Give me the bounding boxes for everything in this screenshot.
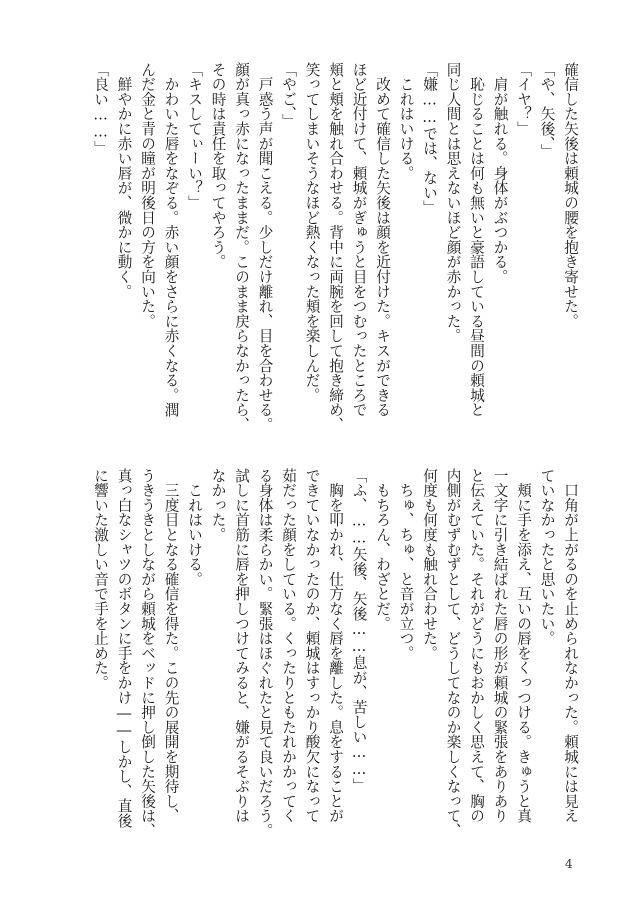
- text-line: 三度目となる確信を得た。この先の展開を期待し、: [162, 468, 180, 824]
- text-line: 笑ってしまいそうなほど熱くなった頬を楽しんだ。: [303, 62, 321, 403]
- upper-text-block: [89, 62, 583, 434]
- page-number: 4: [565, 857, 573, 871]
- text-line: 改めて確信した矢後は顔を近付けた。キスができる: [374, 62, 391, 418]
- text-line: うきうきとしながら頼城をベッドに押し倒した矢後は、: [139, 468, 156, 838]
- text-line: 「良い……」: [92, 62, 109, 156]
- text-line: これはいける。: [397, 62, 415, 181]
- text-line: できていなかったのか、頼城はすっかり酸欠になって: [303, 468, 321, 824]
- text-line: 「嫌……では、ない」: [421, 62, 438, 215]
- text-line: なかった。: [209, 468, 227, 542]
- text-line: る身体は柔らかい。緊張はほぐれたと見て良いだろう。: [256, 468, 274, 838]
- text-line: 「やご、」: [280, 62, 297, 129]
- text-line: 試しに首筋に唇を押しつけてみると、嫌がるそぶりは: [233, 468, 250, 824]
- text-line: その時は責任を取ってやろう。: [209, 62, 227, 270]
- text-line: 確信した矢後は頼城の腰を抱き寄せた。: [562, 62, 579, 329]
- lower-text-block: [89, 468, 583, 840]
- text-line: 「イヤ？」: [515, 62, 532, 136]
- text-line: 「ふ、……矢後、矢後……息が、苦しい……」: [350, 468, 368, 794]
- text-line: 恥じることは何も無いと豪語している昼間の頼城と: [468, 62, 485, 418]
- text-line: 「キスしてぃーい？」: [186, 62, 203, 210]
- text-line: 肩が触れる。身体がぶつかる。: [491, 62, 509, 284]
- text-line: 茹だった顔をしている。くったりともたれかかってく: [280, 468, 297, 824]
- text-line: 一文字に引き結ばれた唇の形が頼城の緊張をありあり: [491, 468, 509, 824]
- text-line: と伝えていた。それがどうにもおかしく思えて、胸の: [468, 468, 485, 824]
- text-line: 戸惑う声が聞こえる。少しだけ離れ、目を合わせる。: [256, 62, 274, 432]
- text-line: 顔が真っ赤になったままだ。このまま戻らなかったら、: [233, 62, 250, 432]
- text-line: 胸を叩かれ、仕方なく唇を離した。息をすることが: [327, 468, 344, 824]
- text-line: んだ金と青の瞳が明後日の方を向いた。: [139, 62, 156, 329]
- text-line: かわいた唇をなぞる。赤い顔をさらに赤くなる。潤: [162, 62, 180, 418]
- text-line: ていなかったと思いたい。: [538, 468, 556, 646]
- text-line: ほど近付けて、頼城がぎゅうと目をつむったところで: [350, 62, 368, 418]
- text-line: に響いた激しい音で手を止めた。: [92, 468, 109, 690]
- text-line: 同じ人間とは思えないほど顔が赤かった。: [444, 62, 462, 344]
- text-line: 「や、矢後、」: [538, 62, 556, 159]
- text-line: 内側がむずむずとして、どうしてなのか楽しくなって、: [444, 468, 462, 838]
- text-line: 真っ白なシャツのボタンに手をかけ――しかし、直後: [115, 468, 133, 828]
- text-line: もちろん、わざとだ。: [374, 468, 391, 631]
- text-line: ちゅ、ちゅ、と音が立つ。: [397, 468, 415, 661]
- text-line: これはいける。: [186, 468, 203, 587]
- text-line: 鮮やかに赤い唇が、微かに動く。: [115, 62, 133, 299]
- text-line: 口角が上がるのを止められなかった。頼城には見え: [562, 468, 579, 824]
- text-line: 頬に手を添え、互いの唇をくっつける。きゅうと真: [515, 468, 532, 824]
- text-line: 何度も何度も触れ合わせた。: [421, 468, 438, 661]
- text-line: 頬と頬を触れ合わせる。背中に両腕を回して抱き締め、: [327, 62, 344, 432]
